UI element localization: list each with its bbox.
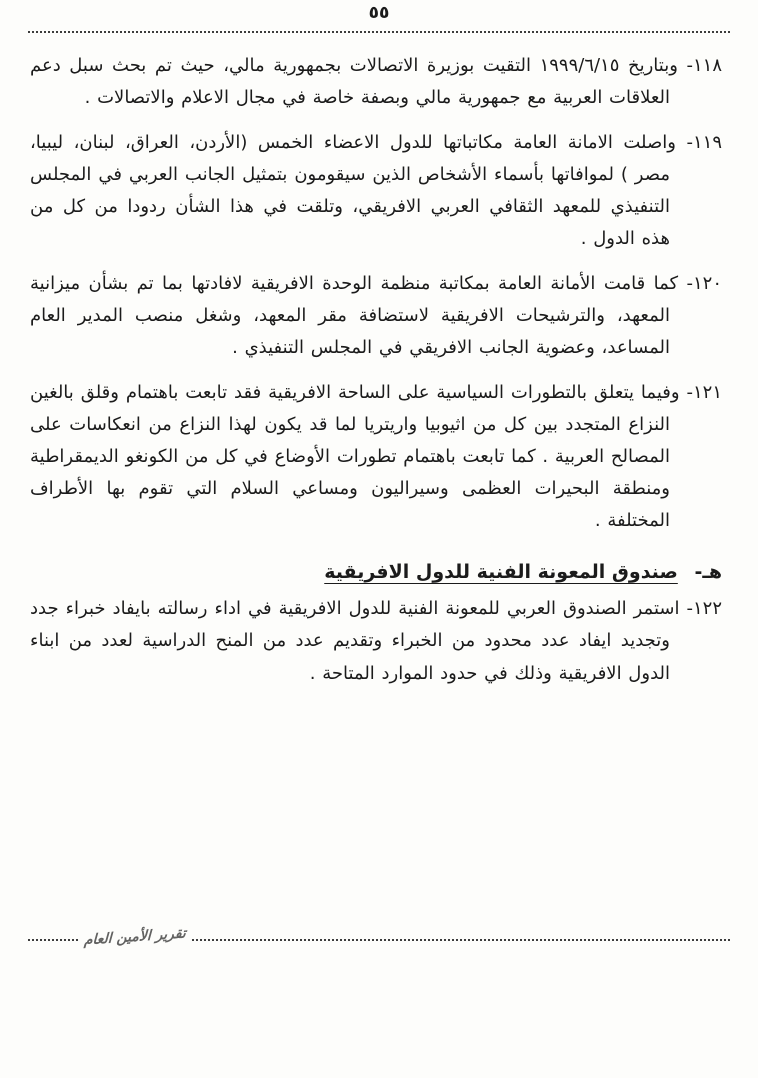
paragraph-number: ١١٩- xyxy=(686,132,722,154)
footer-rule-segment-left xyxy=(28,939,78,941)
paragraph-119 xyxy=(30,127,722,255)
paragraph-text: وفيما يتعلق بالتطورات السياسية على الساحة الافريقية فقد تابعت باهتمام وقلق بالغين النزاع المتجدد بين كل من اثيوبيا واريتريا لما قد يكون لهذا النزاع من انعكاسات على المصالح العربية . كما تابعت باهتمام تطورات الأوضاع في كل من الكونغو الديمقراطية ومنطقة البحيرات العظمى وسيراليون ومساعي السلام التي تقوم بها الأطراف المختلفة . xyxy=(30,382,680,532)
paragraph-120 xyxy=(30,268,722,364)
paragraph-number: ١٢٠- xyxy=(686,273,722,295)
paragraph-122 xyxy=(30,593,722,689)
paragraph-text: استمر الصندوق العربي للمعونة الفنية للدول الافريقية في اداء رسالته بايفاد خبراء جدد وتجديد ايفاد عدد محدود من الخبراء وتقديم عدد من المنح الدراسية لعدد من ابناء الدول الافريقية وذلك في حدود الموارد المتاحة . xyxy=(30,598,680,684)
handwritten-signature: تقرير الأمين العام xyxy=(83,925,187,949)
paragraph-number: ١٢٢- xyxy=(686,598,722,620)
paragraph-text: وبتاريخ ١٩٩٩/٦/١٥ التقيت بوزيرة الاتصالات بجمهورية مالي، حيث تم بحث سبل دعم العلاقات العربية مع جمهورية مالي وبصفة خاصة في مجال الاعلام والاتصالات . xyxy=(30,55,678,109)
paragraph-text: واصلت الامانة العامة مكاتباتها للدول الاعضاء الخمس (الأردن، العراق، لبنان، ليبيا، مصر ) لموافاتها بأسماء الأشخاص الذين سيقومون بتمثيل الجانب العربي في المجلس التنفيذي للمعهد الثقافي العربي الافريقي، وتلقت في هذا الشأن ردودا من كل من هذه الدول . xyxy=(30,132,676,250)
section-heading xyxy=(30,561,722,583)
footer-rule-segment-right xyxy=(192,939,730,941)
paragraph-number: ١١٨- xyxy=(686,55,722,76)
paragraph-text: كما قامت الأمانة العامة بمكاتبة منظمة الوحدة الافريقية لافادتها بما تم بشأن ميزانية المعهد، والترشيحات الافريقية لاستضافة مقر المعهد، وشغل منصب المدير العام المساعد، وعضوية الجانب الافريقي في المجلس التنفيذي . xyxy=(30,273,679,359)
top-dotted-rule xyxy=(28,31,730,33)
page-number: ٥٥ xyxy=(368,3,390,23)
paragraph-118 xyxy=(30,50,722,114)
document-body xyxy=(30,50,722,928)
section-heading-prefix: هـ- xyxy=(694,561,722,584)
footer-dotted-rule xyxy=(28,925,730,949)
paragraph-number: ١٢١- xyxy=(686,382,722,404)
paragraph-121 xyxy=(30,377,722,537)
section-heading-title: صندوق المعونة الفنية للدول الافريقية xyxy=(324,561,678,584)
